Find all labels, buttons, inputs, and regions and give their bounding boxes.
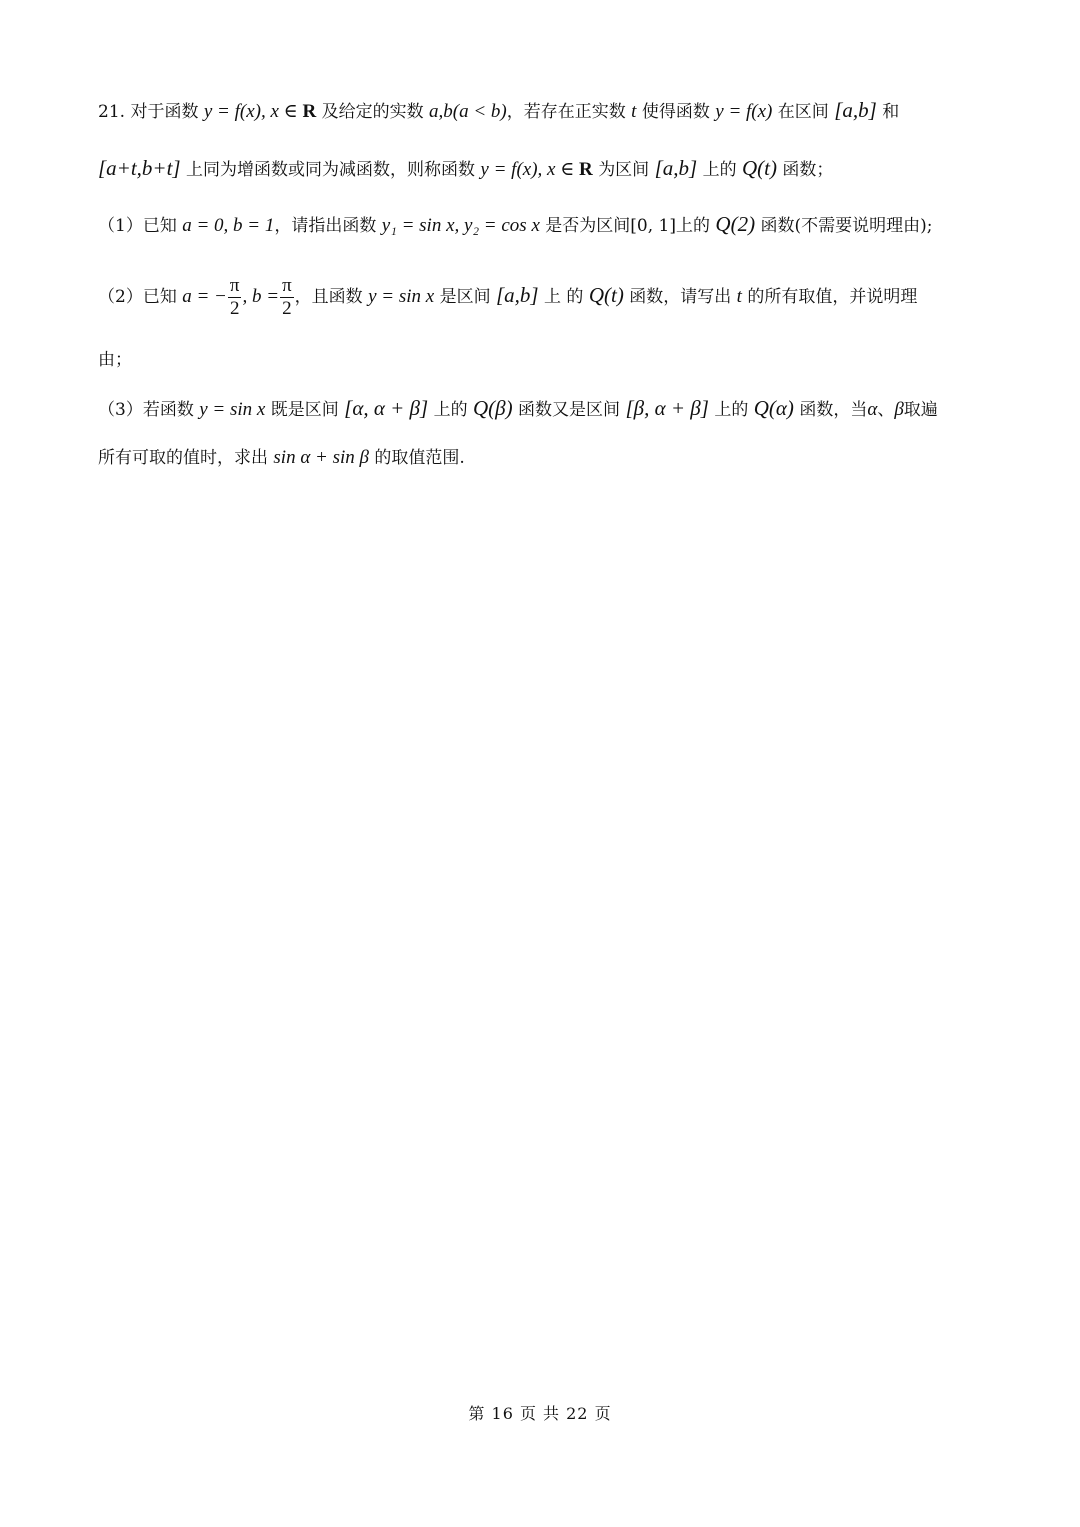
text: 上 的	[544, 287, 584, 307]
text: 、	[877, 400, 895, 420]
question-21-part-2	[98, 270, 982, 322]
text: 取遍	[903, 400, 938, 420]
text: 由；	[98, 350, 132, 370]
math-ab: a,b(a < b)	[429, 101, 507, 122]
fraction-pi-over-2: $\frac{\pi}{2}$	[229, 275, 240, 319]
text: 及给定的实数	[321, 102, 424, 122]
math-interval-ab: [a,b]	[834, 98, 877, 122]
math-Q2: Q(2)	[715, 212, 756, 236]
text: 既是区间	[270, 400, 339, 420]
question-21-part-3	[98, 393, 982, 425]
part-label: （2）已知	[98, 287, 177, 307]
text: 对于函数	[130, 102, 199, 122]
math-alpha: α	[867, 399, 878, 420]
math-b-value: , b =	[242, 286, 280, 307]
math-a-b-values: a = 0, b = 1	[182, 215, 275, 236]
text: 为区间	[598, 160, 650, 180]
math-Qt: Q(t)	[742, 156, 778, 180]
math-beta: β	[894, 399, 904, 420]
math-Q-beta: Q(β)	[473, 396, 513, 420]
math-interval-ab: [a,b]	[654, 156, 698, 180]
question-21-part-1	[98, 209, 982, 241]
text: 和	[882, 102, 900, 122]
math-t: t	[631, 101, 637, 122]
math-function-def: y = f(x), x ∈ R	[480, 159, 593, 180]
math-interval-ab: [a,b]	[496, 283, 539, 307]
text: 函数，请写出	[629, 287, 732, 307]
text: 使得函数	[641, 102, 710, 122]
text: 上同为增函数或同为减函数，则称函数	[186, 160, 476, 180]
question-21-part-3-continued	[98, 443, 982, 473]
question-21-line-2	[98, 153, 982, 185]
text: ，若存在正实数	[506, 102, 626, 122]
math-sin-sum: sin α + sin β	[273, 447, 370, 468]
question-21-part-2-continued	[98, 345, 982, 375]
page-footer: 第 16 页 共 22 页	[468, 1404, 612, 1423]
fraction-pi-over-2: $\frac{\pi}{2}$	[282, 275, 292, 319]
math-y-fx: y = f(x)	[715, 101, 773, 122]
text: 在区间	[777, 102, 829, 122]
math-interval-beta: [β, α + β]	[625, 396, 709, 420]
text: ，且函数	[294, 287, 363, 307]
text: 函数(不需要说明理由);	[760, 216, 933, 236]
math-function-def: y = f(x), x ∈ R	[203, 101, 317, 122]
text: 上的	[702, 160, 737, 180]
math-y-sinx: y = sin x	[368, 286, 435, 307]
text: 函数又是区间	[518, 400, 621, 420]
math-Qt: Q(t)	[588, 283, 624, 307]
text: 函数，当	[799, 400, 868, 420]
text: ，请指出函数	[274, 216, 377, 236]
text: 是否为区间[0, 1]上的	[545, 216, 711, 236]
part-label: （3）若函数	[98, 400, 194, 420]
question-number: 21.	[98, 102, 126, 122]
text: 的所有取值，并说明理	[747, 287, 918, 307]
math-interval-alpha: [α, α + β]	[344, 396, 429, 420]
text: 函数；	[782, 160, 834, 180]
math-a-value: a = −	[182, 286, 227, 307]
math-y1-y2: y₁ = sin x, y₂ = cos x	[381, 215, 540, 236]
math-t: t	[736, 286, 742, 307]
math-Q-alpha: Q(α)	[753, 396, 794, 420]
text: 上的	[714, 400, 749, 420]
text: 的取值范围.	[374, 448, 465, 468]
question-21-line-1	[98, 95, 982, 127]
text: 上的	[433, 400, 468, 420]
text: 所有可取的值时，求出	[98, 448, 268, 468]
part-label: （1）已知	[98, 216, 177, 236]
text: 是区间	[439, 287, 491, 307]
math-interval-shift: [a+t,b+t]	[98, 156, 181, 180]
math-y-sinx: y = sin x	[199, 399, 266, 420]
